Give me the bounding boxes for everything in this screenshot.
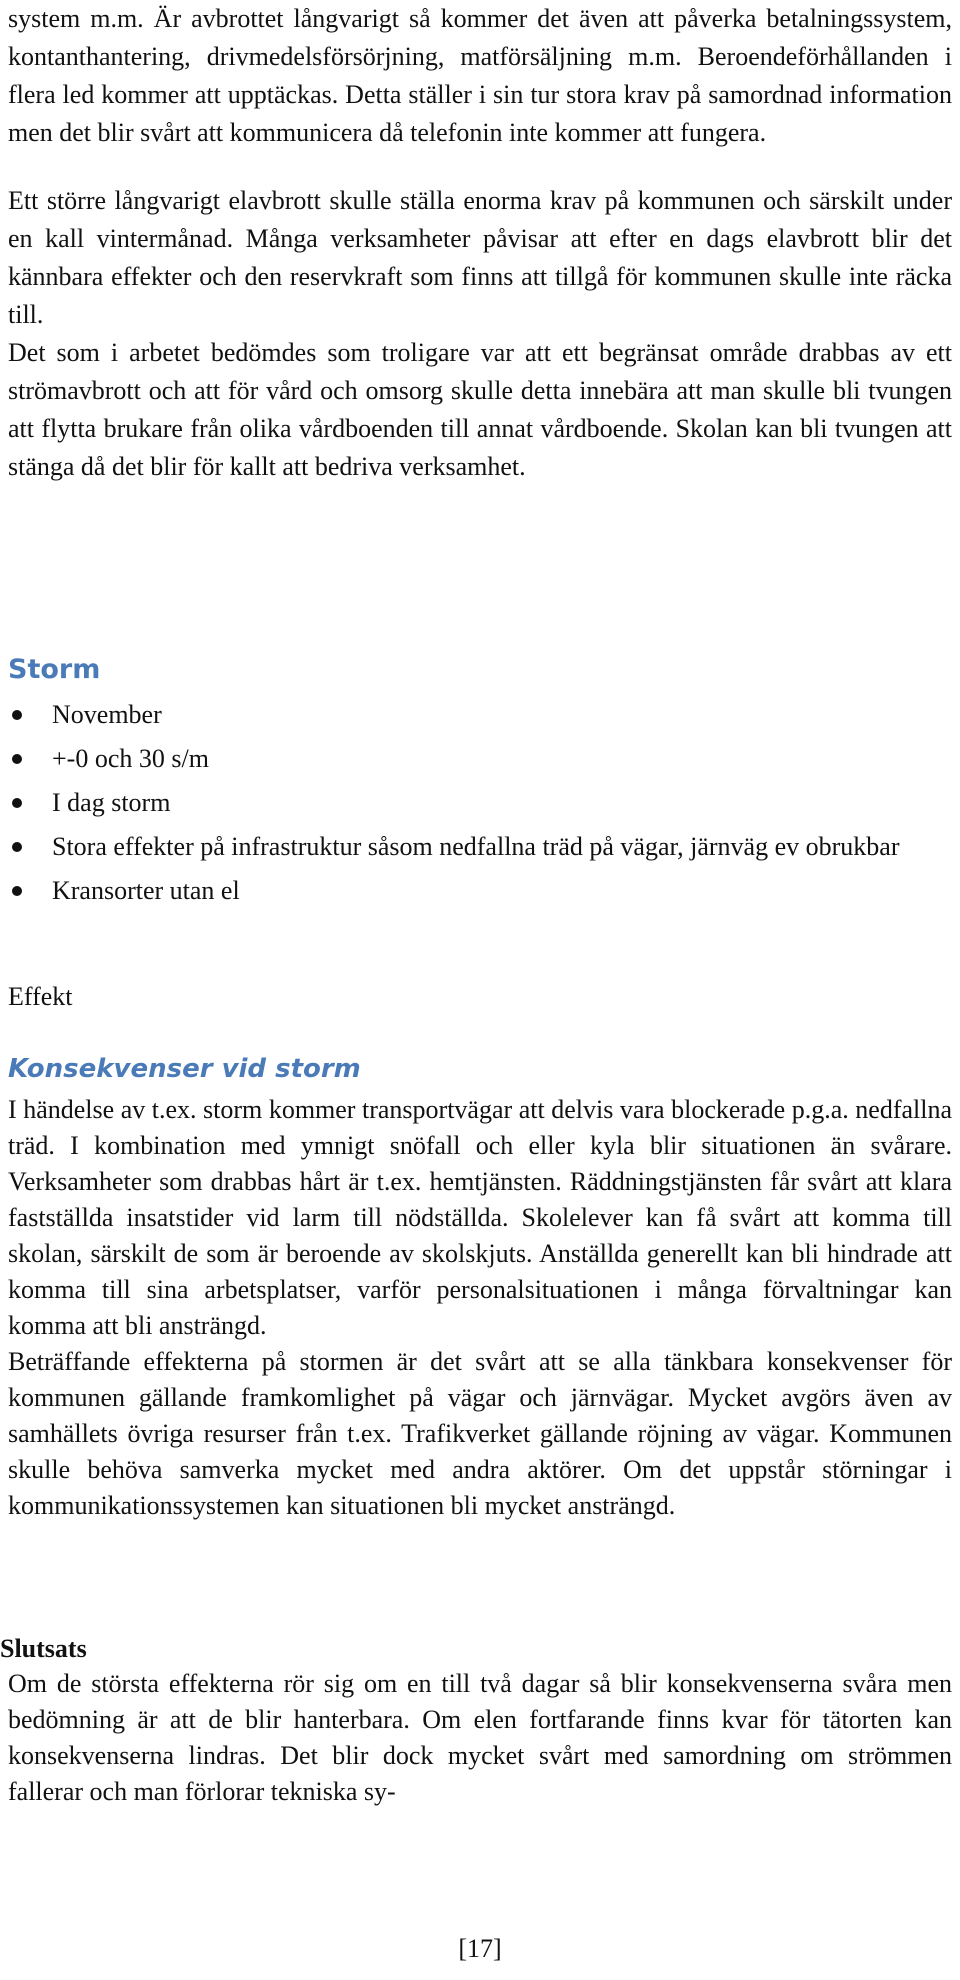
bullet-icon bbox=[12, 710, 22, 720]
page-number: [17] bbox=[458, 1934, 502, 1963]
list-item-text: Kransorter utan el bbox=[52, 876, 240, 905]
slutsats-text-block bbox=[8, 1666, 952, 1810]
paragraph-elavbrott: Ett större långvarigt elavbrott skulle ställa enorma krav på kommunen och särskilt under en kall vintermånad. Många verksamheter påvisar att efter en dags elavbrott blir det kännbara effekter och den reservkraft som finns att tillgå för kommunen skulle inte räcka till. bbox=[8, 186, 952, 329]
bullet-icon bbox=[12, 798, 22, 808]
konsekvenser-heading: Konsekvenser vid storm bbox=[8, 1054, 361, 1084]
list-item bbox=[8, 738, 952, 780]
bullet-icon bbox=[12, 754, 22, 764]
list-item-text: November bbox=[52, 700, 162, 729]
konsekvenser-text-block bbox=[8, 1092, 952, 1524]
list-item-text: Stora effekter på infrastruktur såsom nedfallna träd på vägar, järnväg ev obrukbar bbox=[52, 832, 900, 861]
paragraph-konsekvenser: I händelse av t.ex. storm kommer transportvägar att delvis vara blockerade p.g.a. nedfallna träd. I kombination med ymnigt snöfall och eller kyla blir situationen än svårare. Verksamheter som drabbas hårt är t.ex. hemtjänsten. Räddningstjänsten får svårt att klara fastställda insatstider vid larm till nödställda. Skolelever kan få svårt att komma till skolan, särskilt de som är beroende av skolskjuts. Anställda generellt kan bli hindrade att komma till sina arbetsplatser, varför personalsituationen i många förvaltningar kan komma att bli ansträngd. bbox=[8, 1095, 952, 1340]
top-text-block bbox=[8, 0, 952, 486]
paragraph-effekter-stormen: Beträffande effekterna på stormen är det svårt att se alla tänkbara konsekvenser för kommunen gällande framkomlighet på vägar och järnvägar. Mycket avgörs även av samhällets övriga resurser från t.ex. Trafikverket gällande röjning av vägar. Kommunen skulle behöva samverka mycket med andra aktörer. Om det uppstår störningar i kommunikationssystemen kan situationen bli mycket ansträngd. bbox=[8, 1347, 952, 1520]
effekt-label: Effekt bbox=[8, 982, 73, 1011]
paragraph-slutsats: Om de största effekterna rör sig om en till två dagar så blir konsekvenserna svåra men bedömning är att de blir hanterbara. Om elen fortfarande finns kvar för tätorten kan konsekvenserna lindras. Det blir dock mycket svårt med samordning om strömmen fallerar och man förlorar tekniska sy- bbox=[8, 1669, 952, 1806]
bullet-icon bbox=[12, 842, 22, 852]
list-item-text: +-0 och 30 s/m bbox=[52, 744, 209, 773]
list-item bbox=[8, 870, 952, 912]
list-item bbox=[8, 694, 952, 736]
storm-bullet-list bbox=[8, 694, 952, 914]
paragraph-begransat-omrade: Det som i arbetet bedömdes som troligare var att ett begränsat område drabbas av ett strömavbrott och att för vård och omsorg skulle detta innebära att man skulle bli tvungen att flytta brukare från olika vårdboenden till annat vårdboende. Skolan kan bli tvungen att stänga då det blir för kallt att bedriva verksamhet. bbox=[8, 338, 952, 481]
list-item-text: I dag storm bbox=[52, 788, 171, 817]
storm-heading: Storm bbox=[8, 654, 101, 685]
list-item bbox=[8, 826, 952, 868]
list-item bbox=[8, 782, 952, 824]
slutsats-heading: Slutsats bbox=[0, 1634, 87, 1663]
paragraph-intro: system m.m. Är avbrottet långvarigt så kommer det även att påverka betalningssystem, kontanthantering, drivmedelsförsörjning, matförsäljning m.m. Beroendeförhållanden i flera led kommer att upptäckas. Detta ställer i sin tur stora krav på samordnad information men det blir svårt att kommunicera då telefonin inte kommer att fungera. bbox=[8, 4, 952, 147]
bullet-icon bbox=[12, 886, 22, 896]
